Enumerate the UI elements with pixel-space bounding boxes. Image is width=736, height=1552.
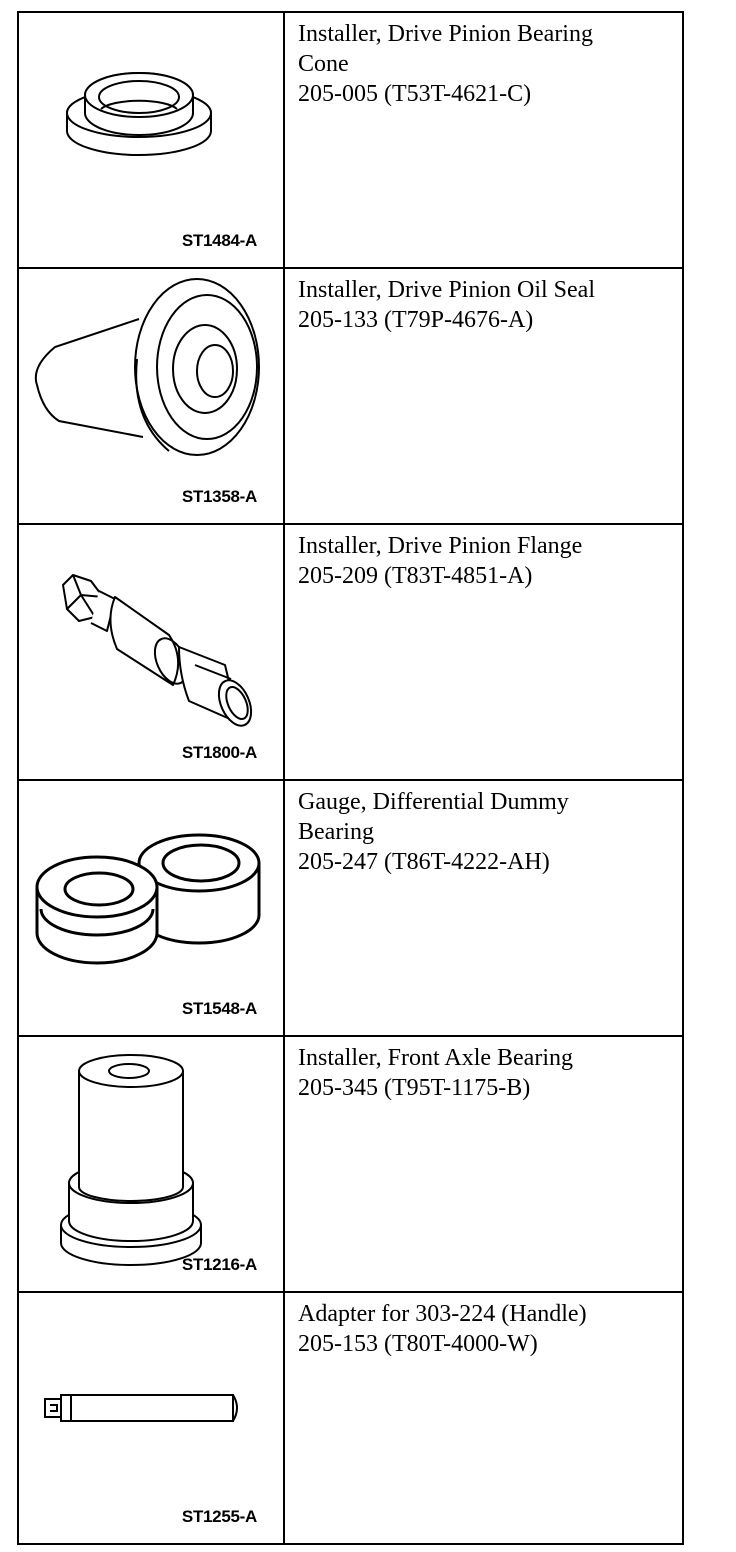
tool-code: ST1358-A: [181, 487, 257, 506]
tool-illustration-cell: [19, 269, 285, 523]
tool-number: 205-209 (T83T-4851-A): [298, 563, 533, 589]
tool-row: [19, 781, 682, 1037]
description-line: Gauge, Differential Dummy: [298, 789, 569, 815]
tool-code: ST1484-A: [181, 231, 257, 250]
tool-code: ST1800-A: [181, 743, 257, 762]
tool-row: [19, 13, 682, 269]
tool-description: [298, 531, 678, 591]
tool-code: ST1255-A: [181, 1507, 257, 1526]
tool-illustration-cell: [19, 1293, 285, 1543]
description-line: Cone: [298, 51, 349, 77]
tool-illustration-cell: [19, 781, 285, 1035]
tool-illustration-cell: [19, 525, 285, 779]
tool-number: 205-153 (T80T-4000-W): [298, 1331, 538, 1357]
tool-code: ST1216-A: [181, 1255, 257, 1274]
tool-number: 205-005 (T53T-4621-C): [298, 81, 532, 107]
tool-row: [19, 269, 682, 525]
tool-row: [19, 525, 682, 781]
tool-description: [298, 787, 678, 877]
description-line: Installer, Front Axle Bearing: [298, 1045, 573, 1071]
tool-description: [298, 1299, 678, 1359]
description-line: Installer, Drive Pinion Flange: [298, 533, 583, 559]
tool-illustration-cell: [19, 1037, 285, 1291]
tool-number: 205-345 (T95T-1175-B): [298, 1075, 531, 1101]
tool-code: ST1548-A: [181, 999, 257, 1018]
tool-description: [298, 1043, 678, 1103]
description-line: Bearing: [298, 819, 374, 845]
tool-description: [298, 275, 678, 335]
special-tools-table: [17, 11, 684, 1545]
tool-description: [298, 19, 678, 109]
handle-adapter-icon: [19, 1293, 285, 1543]
description-line: Adapter for 303-224 (Handle): [298, 1301, 587, 1327]
tool-row: [19, 1037, 682, 1293]
tool-number: 205-247 (T86T-4222-AH): [298, 849, 550, 875]
description-line: Installer, Drive Pinion Oil Seal: [298, 277, 595, 303]
tool-illustration-cell: [19, 13, 285, 267]
tool-row: [19, 1293, 682, 1543]
description-line: Installer, Drive Pinion Bearing: [298, 21, 593, 47]
tool-number: 205-133 (T79P-4676-A): [298, 307, 534, 333]
